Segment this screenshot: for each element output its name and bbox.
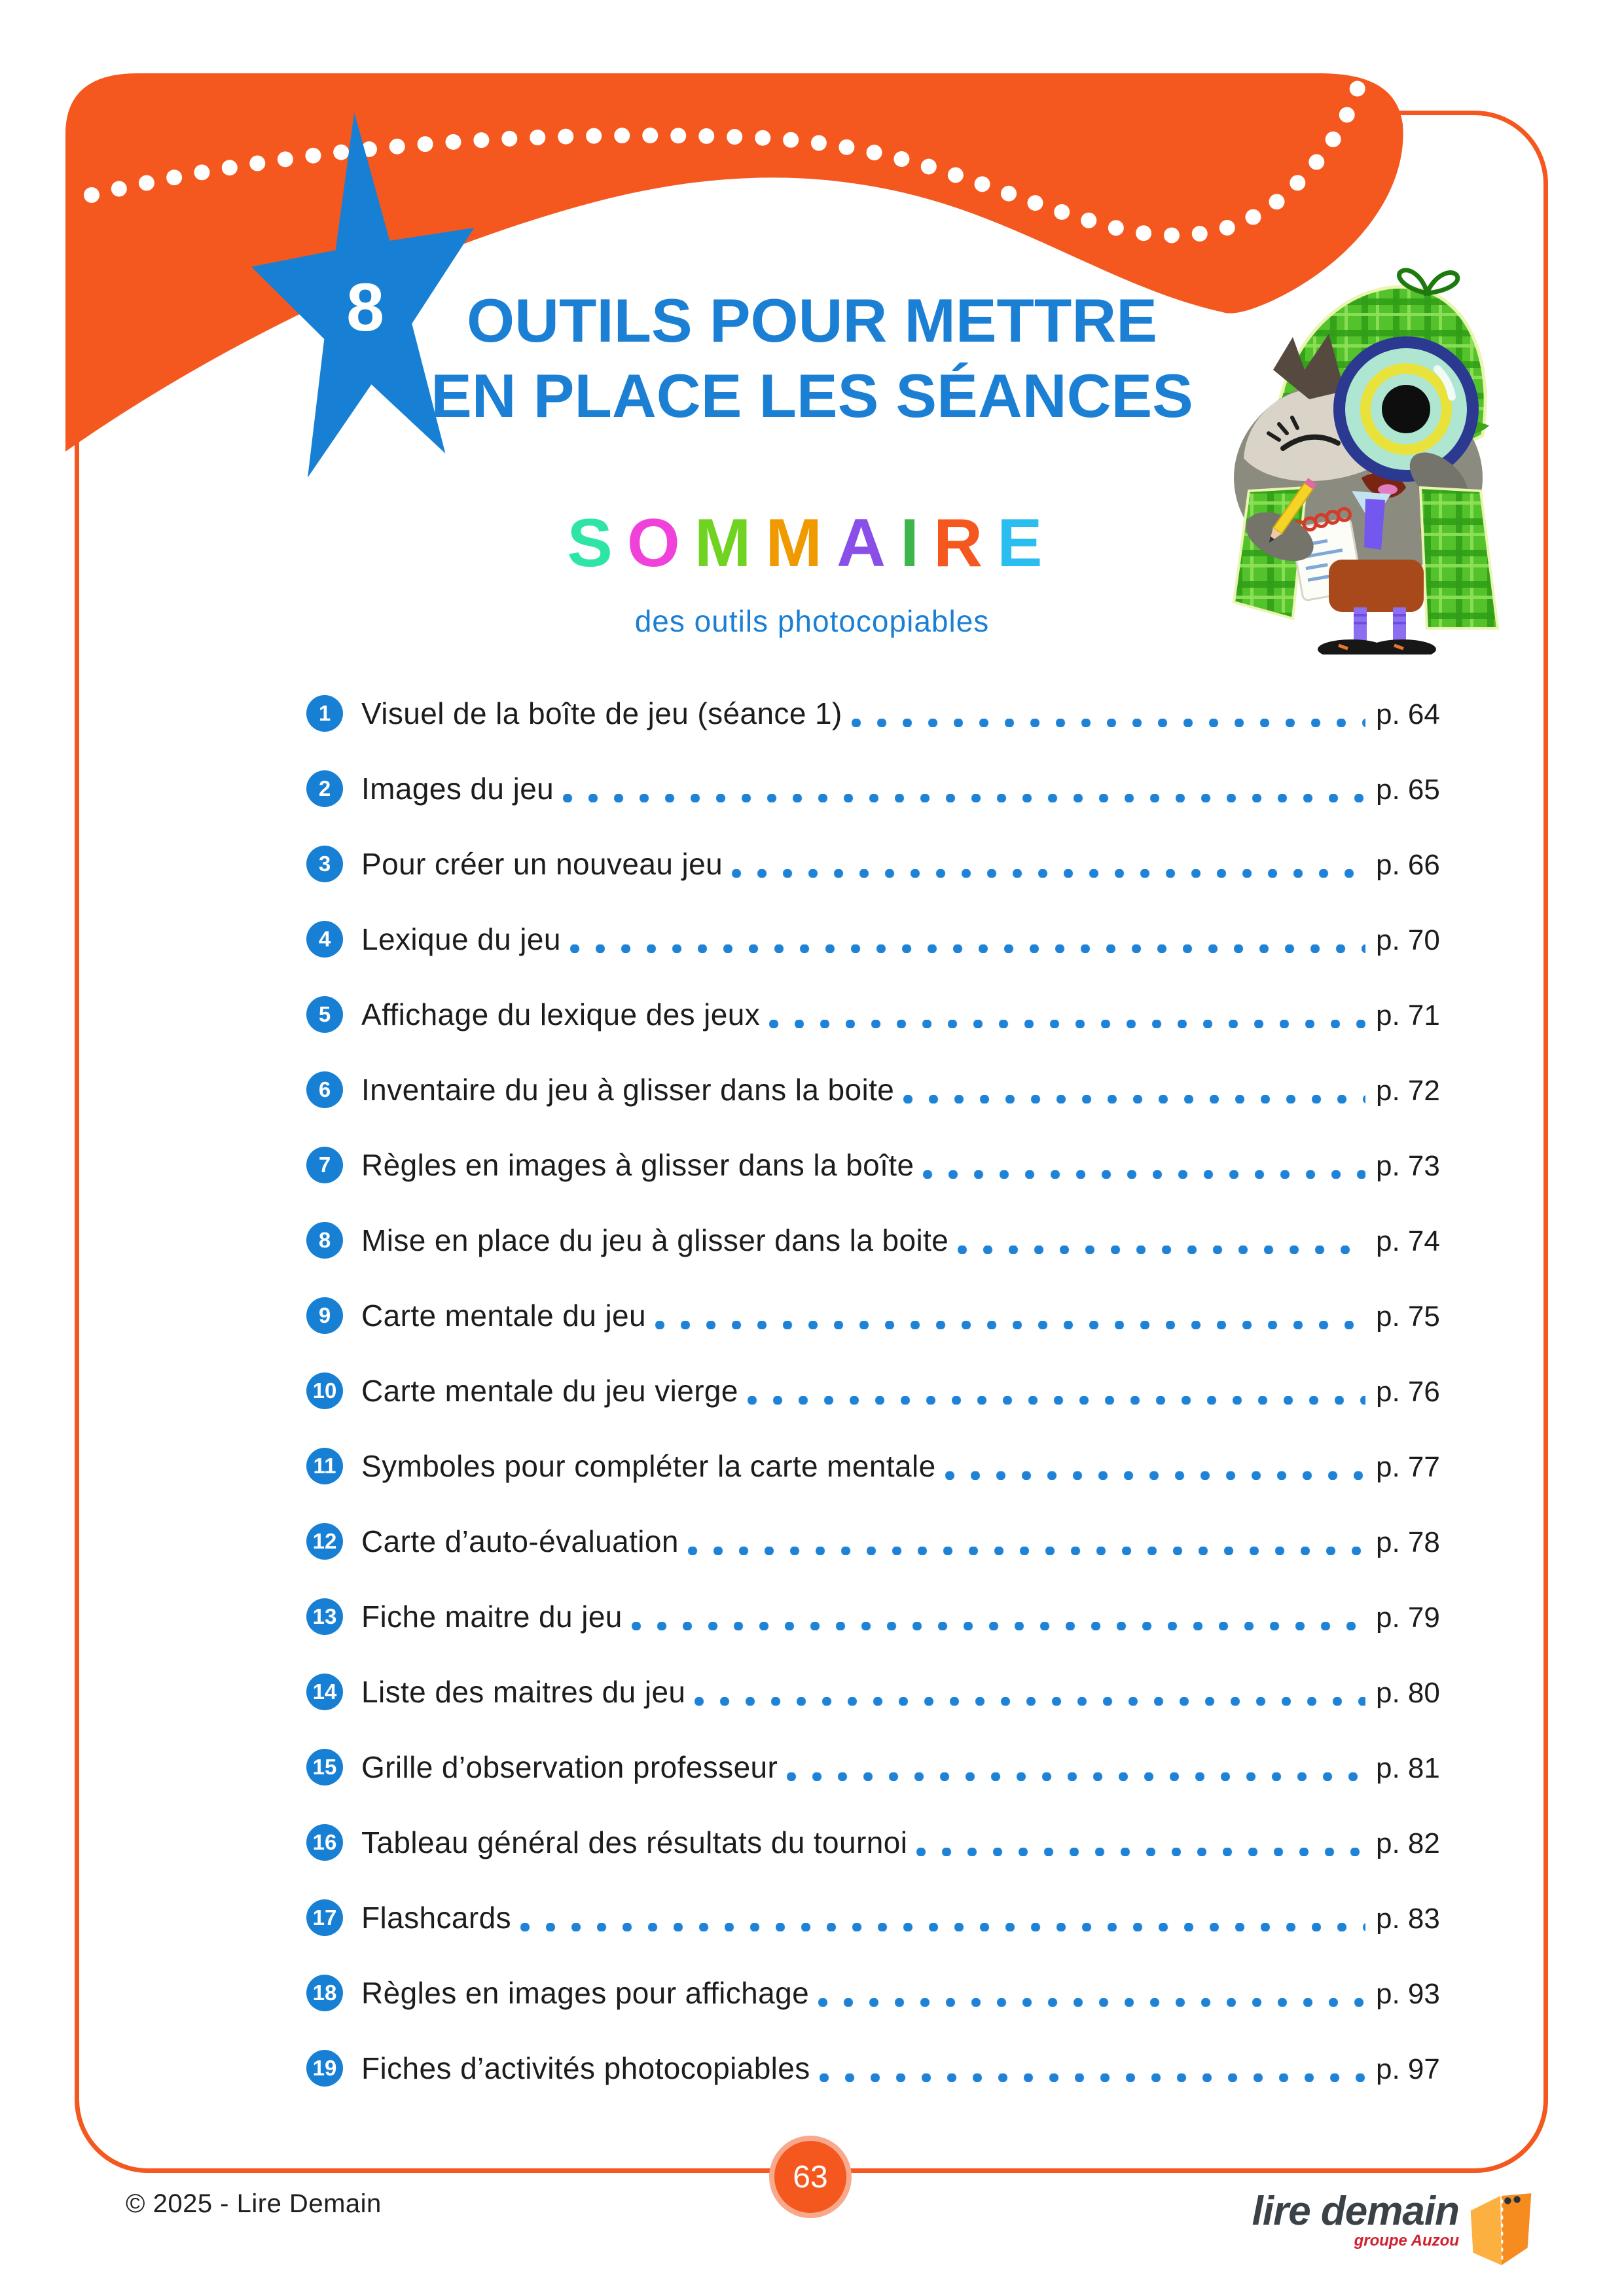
toc-item-page: p. 77 [1376, 1450, 1440, 1483]
toc-item-number: 17 [306, 1899, 343, 1936]
toc-list [306, 675, 1462, 2106]
toc-item-label: Mise en place du jeu à glisser dans la boite [361, 1223, 949, 1257]
toc-leader-dots [695, 1697, 1365, 1706]
toc-leader-dots [520, 1923, 1365, 1931]
toc-item-number: 11 [306, 1448, 343, 1484]
toc-leader-dots [748, 1396, 1365, 1405]
toc-leader-dots [732, 869, 1365, 878]
sommaire-letter: S [567, 505, 627, 581]
toc-item [306, 1503, 1462, 1579]
toc-leader-dots [958, 1246, 1365, 1254]
toc-item-label: Fiches d’activités photocopiables [361, 2051, 810, 2085]
toc-item-label: Liste des maitres du jeu [361, 1674, 686, 1709]
toc-item-number: 1 [306, 695, 343, 732]
toc-item [306, 675, 1462, 751]
owl-coat-right [1420, 488, 1498, 628]
toc-item-label: Carte d’auto-évaluation [361, 1524, 679, 1558]
publisher-logo-subtext: groupe Auzou [1354, 2232, 1459, 2250]
toc-item-page: p. 78 [1376, 1526, 1440, 1558]
toc-item-label: Flashcards [361, 1900, 511, 1935]
toc-item-page: p. 80 [1376, 1676, 1440, 1709]
toc-item-page: p. 93 [1376, 1977, 1440, 2010]
toc-item-page: p. 64 [1376, 698, 1440, 730]
toc-leader-dots [916, 1848, 1365, 1856]
toc-item-number: 12 [306, 1523, 343, 1560]
toc-item [306, 2030, 1462, 2106]
publisher-logo-text: lire demain [1252, 2189, 1459, 2234]
toc-leader-dots [945, 1471, 1365, 1480]
toc-item [306, 1804, 1462, 1880]
toc-item-number: 15 [306, 1749, 343, 1785]
toc-item-label: Pour créer un nouveau jeu [361, 846, 723, 881]
toc-leader-dots [688, 1547, 1365, 1555]
page-number-badge [769, 2136, 852, 2218]
toc-leader-dots [570, 944, 1365, 953]
sommaire-letter: M [694, 505, 766, 581]
toc-item-label: Carte mentale du jeu vierge [361, 1373, 738, 1408]
toc-leader-dots [903, 1095, 1365, 1103]
toc-item [306, 1202, 1462, 1278]
toc-item [306, 751, 1462, 826]
toc-leader-dots [769, 1020, 1365, 1028]
toc-item-number: 14 [306, 1674, 343, 1710]
toc-leader-dots [818, 1998, 1365, 2007]
toc-item-page: p. 81 [1376, 1751, 1440, 1784]
page-number: 63 [793, 2159, 828, 2195]
toc-item-label: Tableau général des résultats du tournoi [361, 1825, 908, 1859]
toc-item [306, 1654, 1462, 1729]
toc-item-page: p. 79 [1376, 1601, 1440, 1634]
toc-item [306, 1278, 1462, 1353]
toc-item-number: 18 [306, 1975, 343, 2011]
toc-leader-dots [852, 719, 1365, 727]
toc-item [306, 1127, 1462, 1202]
toc-item-number: 19 [306, 2050, 343, 2087]
toc-leader-dots [787, 1772, 1365, 1781]
toc-item [306, 1955, 1462, 2030]
toc-item-label: Règles en images pour affichage [361, 1975, 810, 2010]
toc-item [306, 977, 1462, 1052]
toc-item-number: 8 [306, 1222, 343, 1259]
toc-item [306, 1880, 1462, 1955]
toc-item-number: 10 [306, 1372, 343, 1409]
toc-item-number: 6 [306, 1071, 343, 1108]
owl-shoes [1318, 639, 1436, 655]
sommaire-letter: O [626, 505, 695, 581]
owl-detective-illustration [1231, 262, 1519, 655]
toc-item [306, 1353, 1462, 1428]
sommaire-letter: M [765, 505, 837, 581]
owl-tongue [1378, 484, 1398, 495]
toc-item-number: 16 [306, 1824, 343, 1861]
copyright-text: © 2025 - Lire Demain [126, 2189, 382, 2218]
toc-item-number: 9 [306, 1297, 343, 1334]
toc-item-label: Symboles pour compléter la carte mentale [361, 1448, 936, 1483]
toc-item-page: p. 65 [1376, 773, 1440, 806]
sommaire-letter: R [933, 505, 998, 581]
toc-item [306, 826, 1462, 901]
toc-item-number: 3 [306, 846, 343, 882]
sommaire-letter: E [997, 505, 1057, 581]
toc-item [306, 1428, 1462, 1503]
toc-item [306, 901, 1462, 977]
toc-item-page: p. 82 [1376, 1827, 1440, 1859]
toc-item-label: Images du jeu [361, 771, 554, 806]
toc-item [306, 1052, 1462, 1127]
toc-item-page: p. 71 [1376, 999, 1440, 1031]
toc-item-number: 5 [306, 996, 343, 1033]
toc-item-number: 4 [306, 921, 343, 958]
toc-item [306, 1579, 1462, 1654]
toc-item-label: Fiche maitre du jeu [361, 1599, 623, 1634]
owl-shorts [1329, 560, 1424, 612]
toc-leader-dots [923, 1170, 1365, 1179]
toc-item-number: 2 [306, 770, 343, 807]
toc-leader-dots [655, 1321, 1365, 1329]
toc-item-page: p. 73 [1376, 1149, 1440, 1182]
toc-item-label: Lexique du jeu [361, 922, 561, 956]
sommaire-letter: I [900, 505, 934, 581]
toc-item-page: p. 97 [1376, 2053, 1440, 2085]
toc-item-page: p. 70 [1376, 924, 1440, 956]
open-book-icon [1467, 2191, 1535, 2267]
publisher-logo [1252, 2191, 1535, 2267]
toc-item-number: 7 [306, 1147, 343, 1183]
page-title-line1: OUTILS POUR METTRE [467, 286, 1157, 355]
toc-item-number: 13 [306, 1598, 343, 1635]
toc-item-page: p. 76 [1376, 1375, 1440, 1408]
toc-item-label: Affichage du lexique des jeux [361, 997, 761, 1031]
toc-item-label: Inventaire du jeu à glisser dans la boite [361, 1072, 895, 1107]
sommaire-letter: A [837, 505, 901, 581]
toc-item [306, 1729, 1462, 1804]
toc-item-label: Carte mentale du jeu [361, 1298, 647, 1333]
toc-item-page: p. 83 [1376, 1902, 1440, 1935]
toc-item-label: Grille d’observation professeur [361, 1749, 778, 1784]
page-title-line2: EN PLACE LES SÉANCES [431, 361, 1193, 430]
toc-item-label: Visuel de la boîte de jeu (séance 1) [361, 696, 842, 730]
toc-item-label: Règles en images à glisser dans la boîte [361, 1147, 914, 1182]
toc-leader-dots [632, 1622, 1365, 1630]
toc-item-page: p. 66 [1376, 848, 1440, 881]
sommaire-subtitle: des outils photocopiables [634, 604, 990, 638]
toc-item-page: p. 74 [1376, 1225, 1440, 1257]
toc-leader-dots [820, 2073, 1365, 2082]
chapter-number: 8 [346, 270, 384, 346]
toc-item-page: p. 75 [1376, 1300, 1440, 1333]
toc-item-page: p. 72 [1376, 1074, 1440, 1107]
toc-leader-dots [563, 794, 1365, 802]
